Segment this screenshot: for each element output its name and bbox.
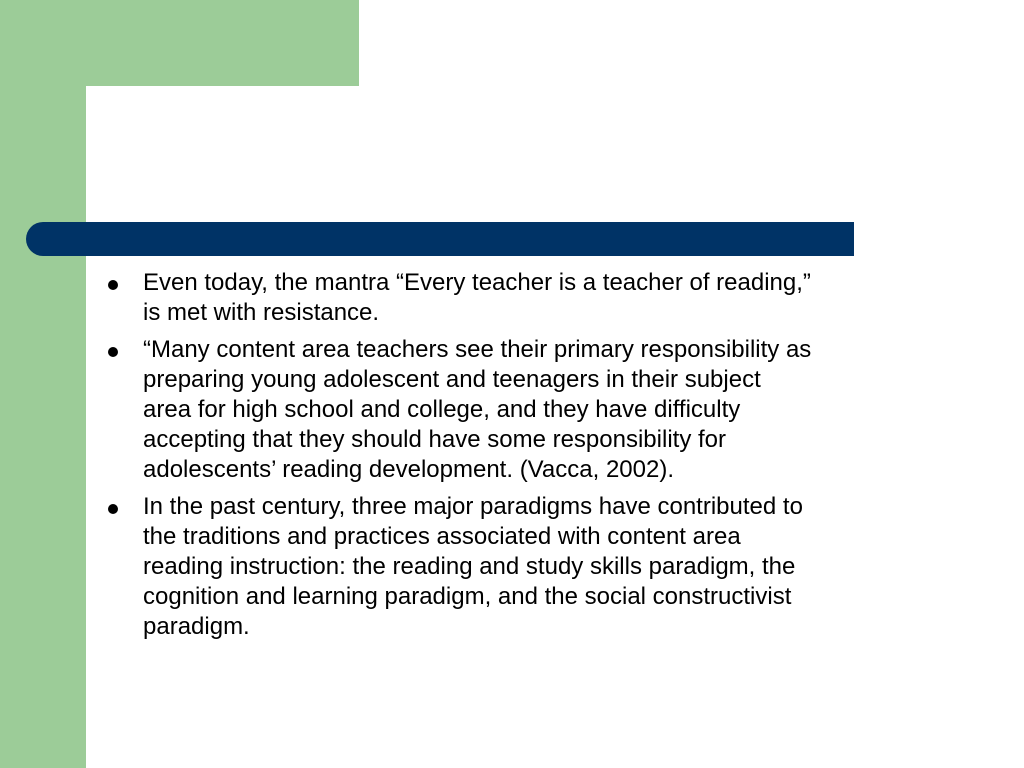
list-item	[100, 335, 945, 485]
rounded-corner-decoration	[86, 86, 166, 166]
list-item	[100, 268, 945, 328]
bullet-text: “Many content area teachers see their primary responsibility as preparing young adolescent and teenagers in their subject area for high school and college, and they have difficulty accepting that they should have some responsibility for adolescents’ reading development. (Vacca, 2002).	[143, 336, 812, 483]
list-item	[100, 492, 945, 642]
bullet-icon	[108, 280, 118, 290]
bullet-text: Even today, the mantra “Every teacher is a teacher of reading,” is met with resistance.	[143, 269, 811, 326]
green-top-decoration	[0, 0, 359, 86]
bullet-icon	[108, 504, 118, 514]
bullet-text: In the past century, three major paradigms have contributed to the traditions and practices associated with content area reading instruction: the reading and study skills paradigm, the cognition and learning paradigm, and the social constructivist paradigm.	[143, 493, 803, 640]
title-bar	[26, 222, 854, 256]
bullet-list	[100, 268, 945, 649]
bullet-icon	[108, 347, 118, 357]
green-sidebar-decoration	[0, 0, 86, 768]
